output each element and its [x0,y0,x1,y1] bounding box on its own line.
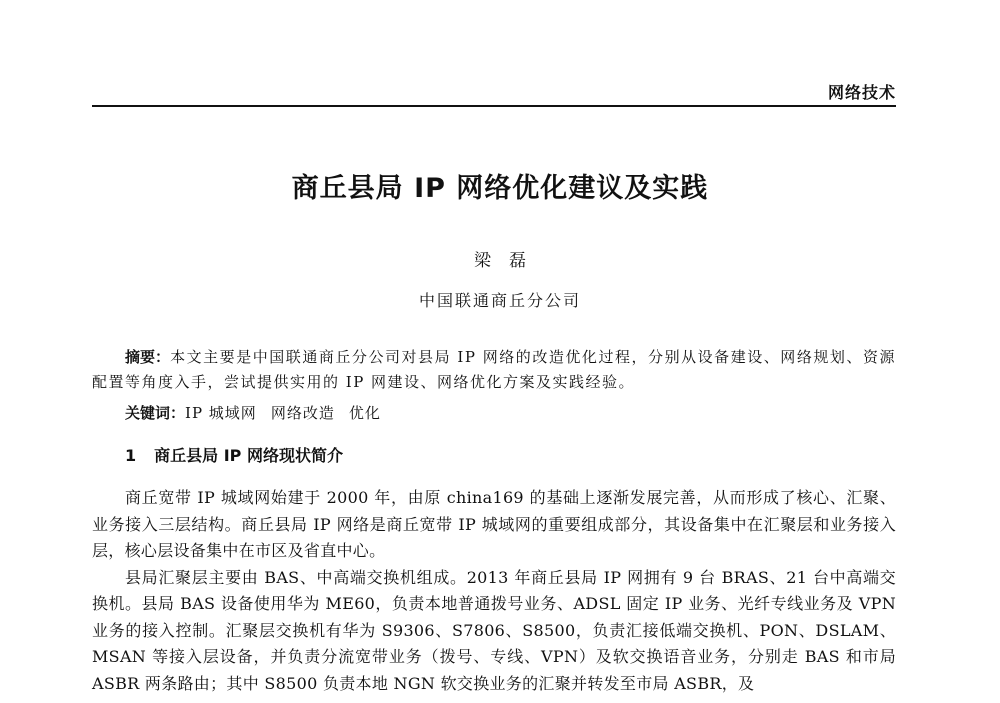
keyword: 网络改造 [270,404,335,422]
keyword: IP 城域网 [185,404,257,422]
keyword: 优化 [348,404,381,422]
keywords-label: 关键词： [125,404,186,422]
section-tag: 网络技术 [827,83,896,102]
section-body [92,485,896,697]
body-paragraph: 县局汇聚层主要由 BAS、中高端交换机组成。2013 年商丘县局 IP 网拥有 9 台 BRAS、21 台中高端交换机。县局 BAS 设备使用华为 ME60，负责本地普通拨号业务、ADSL 固定 IP 业务、光纤专线业务及 VPN 业务的接入控制。汇聚层交换机有华为 S9306、S7806、S8500，负责汇接低端交换机、PON、DSLAM、MSAN 等接入层设备，并负责分流宽带业务（拨号、专线、VPN）及软交换语音业务，分别走 BAS 和市局 ASBR 两条路由；其中 S8500 负责本地 NGN 软交换业务的汇聚并转发至市局 ASBR，及 [92,567,896,693]
keywords [125,402,395,423]
section-heading [125,443,343,466]
article-author: 梁磊 [474,251,544,271]
abstract [92,345,896,395]
section-number: 1 [125,446,137,465]
section-title: 商丘县局 IP 网络现状简介 [154,446,343,465]
article-title: 商丘县局 IP 网络优化建议及实践 [291,173,709,204]
abstract-label: 摘要： [125,348,171,366]
body-paragraph: 商丘宽带 IP 城域网始建于 2000 年，由原 china169 的基础上逐渐发展完善，从而形成了核心、汇聚、业务接入三层结构。商丘县局 IP 网络是商丘宽带 IP 城域网的重要组成部分，其设备集中在汇聚层和业务接入层，核心层设备集中在市区及省直中心。 [92,488,896,560]
article-affiliation: 中国联通商丘分公司 [418,291,581,310]
header-rule [92,105,896,107]
abstract-text: 本文主要是中国联通商丘分公司对县局 IP 网络的改造优化过程，分别从设备建设、网络规划、资源配置等角度入手，尝试提供实用的 IP 网建设、网络优化方案及实践经验。 [92,348,896,391]
